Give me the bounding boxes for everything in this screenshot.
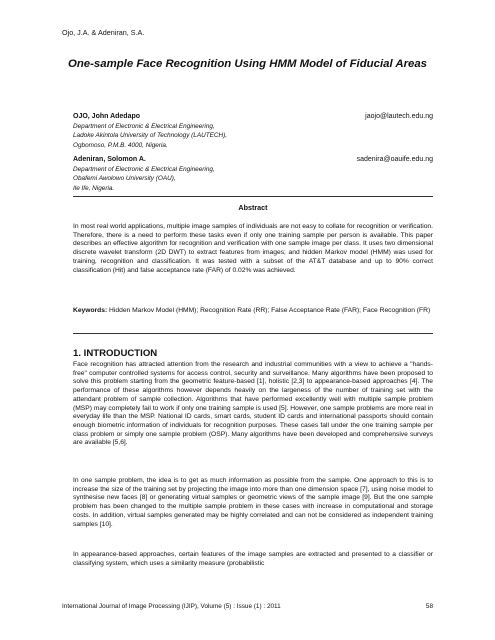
author-name: Adeniran, Solomon A.: [73, 156, 146, 163]
abstract-heading: Abstract: [238, 203, 268, 212]
author-email[interactable]: jaojo@lautech.edu.ng: [365, 113, 433, 120]
keywords: [73, 307, 433, 316]
body-paragraph: In one sample problem, the idea is to get as much information as possible from the sample. One approach to this is to increase the size of the training set by projecting the image into more than one dimension space [7], using noise model to synthesise new faces [8] or generating virtual samples or geometric views of the sample image [9]. But the one sample problem has been changed to the multiple sample problem in these cases with increase in computational and storage costs. In addition, virtual samples generated may be highly correlated and can not be considered as independent training samples [10].: [73, 477, 433, 528]
page-number: 58: [425, 603, 433, 610]
paper-title: One-sample Face Recognition Using HMM Model of Fiducial Areas: [67, 58, 428, 70]
author-email[interactable]: sadenira@oauife.edu.ng: [356, 156, 433, 163]
author-affiliation-line: Obafemi Awolowo University (OAU),: [73, 175, 176, 183]
footer-journal: International Journal of Image Processing (IJIP), Volume (5) : Issue (1) : 2011: [62, 603, 281, 610]
body-paragraph: Face recognition has attracted attention from the research and industrial communities with a view to achieve a "hands-free" computer controlled systems for access control, security and surveillance. Many algorithms have been proposed to solve this problem starting from the geometric feature-based [1], holistic [2,3] to appearance-based approaches [4]. The performance of these algorithms however depends heavily on the largeness of the number of training set with the attendant problem of sample collection. Algorithms that have performed excellently well with multiple sample problem (MSP) may completely fail to work if only one training sample is used [5]. However, one sample problems are more real in everyday life than the MSP. National ID cards, smart cards, student ID cards and international passports should contain enough biometric information of individuals for recognition purposes. These cases fall under the one training sample per class problem or simply one sample problem (OSP). Many algorithms have been developed and comprehensive surveys are available [5,6].: [73, 361, 433, 447]
author-name: OJO, John Adedapo: [73, 113, 141, 120]
author-block-2: [73, 155, 433, 193]
section-heading-introduction: 1. INTRODUCTION: [73, 348, 158, 359]
author-affiliation-line: Department of Electronic & Electrical Engineering,: [73, 122, 215, 130]
abstract-text: In most real world applications, multiple image samples of individuals are not easy to collate for recognition or verification. Therefore, there is a need to perform these tasks even if only one training sample per person is available. This paper describes an effective algorithm for recognition and verification with one sample image per class. It uses two dimensional discrete wavelet transform (2D DWT) to extract features from images; and hidden Markov model (HMM) was used for training, recognition and classification. It was tested with a subset of the AT&T database and up to 90% correct classification (Hit) and false acceptance rate (FAR) of 0.02% was achieved.: [73, 223, 433, 274]
divider-rule: [73, 196, 433, 197]
author-affiliation-line: Ile Ife, Nigeria.: [73, 184, 115, 192]
running-head: Ojo, J.A. & Adeniran, S.A.: [62, 28, 145, 37]
divider-rule: [73, 333, 433, 334]
body-paragraph: In appearance-based approaches, certain features of the image samples are extracted and presented to a classifier or classifying system, which uses a similarity measure (probabilistic: [73, 551, 433, 567]
keywords-label: Keywords:: [73, 307, 108, 314]
keywords-text: Hidden Markov Model (HMM); Recognition Rate (RR); False Acceptance Rate (FAR); Face Recognition (FR): [107, 307, 431, 314]
author-affiliation-line: Department of Electronic & Electrical Engineering,: [73, 165, 215, 173]
page-footer: [62, 603, 433, 610]
author-affiliation-line: Ladoke Akintola University of Technology (LAUTECH),: [73, 132, 228, 140]
author-block-1: [73, 112, 433, 150]
author-affiliation-line: Ogbomoso, P.M.B. 4000, Nigeria.: [73, 141, 168, 149]
